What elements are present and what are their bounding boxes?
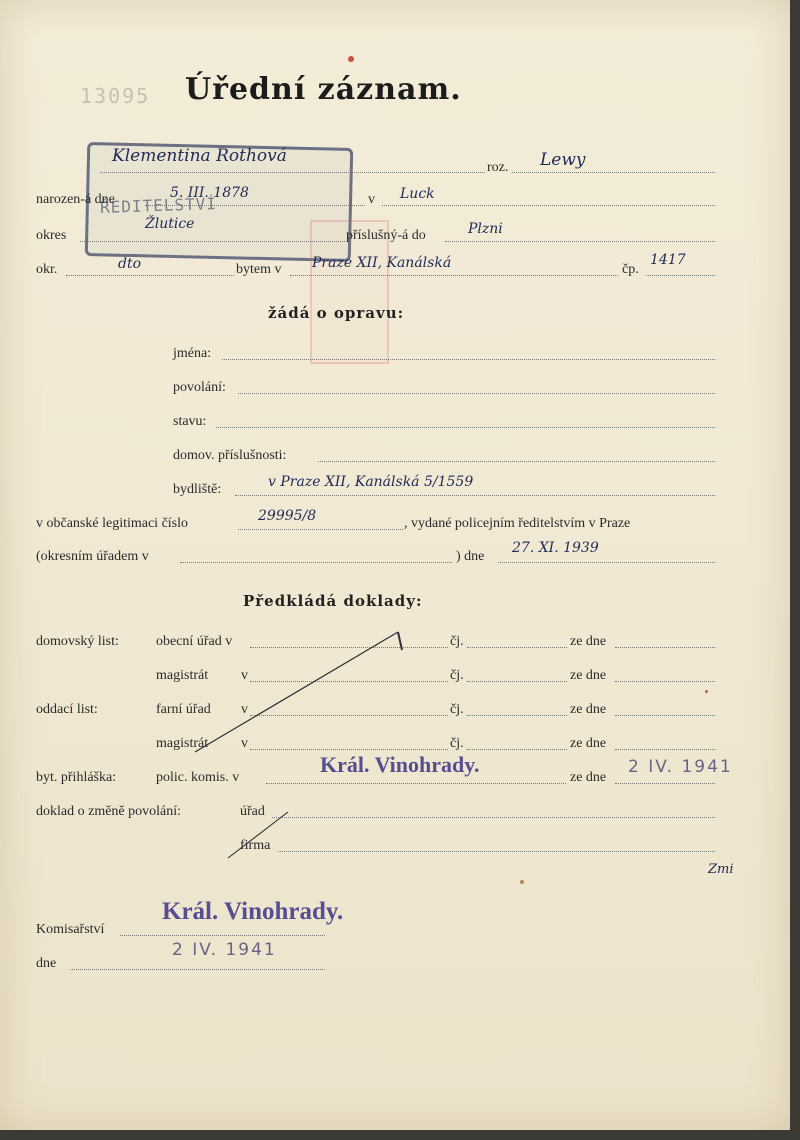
- scan-edge-right: [790, 0, 800, 1140]
- initials: Zmi: [708, 862, 734, 877]
- domicile-correction-label: domov. příslušnosti:: [173, 448, 287, 463]
- born-label: narozen-á dne: [36, 192, 115, 207]
- domicile-cert-label: domovský list:: [36, 634, 119, 649]
- police-commission-label: polic. komis. v: [156, 770, 240, 785]
- foxing-spot-2: [705, 690, 708, 693]
- residence-value: Praze XII, Kanálská: [312, 255, 452, 271]
- ref-label-3: čj.: [450, 702, 464, 717]
- residence-correction-value: v Praze XII, Kanálská 5/1559: [268, 474, 474, 490]
- police-stamp-text: ŘEDITELSTVÍ: [99, 193, 218, 218]
- marriage-cert-label: oddací list:: [36, 702, 98, 717]
- domicile-value: Plzni: [468, 221, 503, 237]
- magistrate-label-2: magistrát: [156, 736, 209, 751]
- correction-heading: žádá o opravu:: [268, 304, 405, 322]
- commissariat-stamp: Král. Vinohrady.: [162, 898, 344, 925]
- ref-label-1: čj.: [450, 634, 464, 649]
- date-label-1: ze dne: [570, 634, 607, 649]
- parish-office-label: farní úřad: [156, 702, 211, 717]
- birth-date-value: 5. III. 1878: [170, 185, 249, 201]
- date-label-final: dne: [36, 956, 57, 971]
- date-label-2: ze dne: [570, 668, 607, 683]
- place-label: v: [368, 192, 375, 207]
- documents-heading: Předkládá doklady:: [243, 592, 423, 610]
- residence-label: bytem v: [236, 262, 282, 277]
- birth-name-value: Lewy: [540, 150, 586, 170]
- ref-label-4: čj.: [450, 736, 464, 751]
- occupation-change-label: doklad o změně povolání:: [36, 804, 182, 819]
- id-card-label: v občanské legitimaci číslo: [36, 516, 189, 531]
- parish-v: v: [241, 702, 248, 717]
- issue-date-label: ) dne: [456, 549, 485, 564]
- ink-spot: [348, 56, 354, 62]
- occupation-label: povolání:: [173, 380, 226, 395]
- district-office-label: (okresním úřadem v: [36, 549, 149, 564]
- birth-place-value: Luck: [400, 186, 435, 202]
- registration-date-stamp: 2 IV. 1941: [628, 757, 733, 777]
- issued-by-text: , vydané policejním ředitelstvím v Praze: [404, 516, 631, 531]
- office-label: úřad: [240, 804, 265, 819]
- district-value: Žlutice: [145, 216, 195, 232]
- residence-correction-label: bydliště:: [173, 482, 222, 497]
- firm-label: firma: [240, 838, 271, 853]
- commissariat-label: Komisařství: [36, 922, 105, 937]
- magistrate-label-1: magistrát: [156, 668, 209, 683]
- commissariat-date-stamp: 2 IV. 1941: [172, 940, 277, 960]
- domicile-label: příslušný-á do: [346, 228, 426, 243]
- status-label: stavu:: [173, 414, 207, 429]
- okr-label: okr.: [36, 262, 58, 277]
- date-label-5: ze dne: [570, 770, 607, 785]
- magistrate-v-1: v: [241, 668, 248, 683]
- date-line-final: [70, 969, 325, 970]
- house-number-value: 1417: [650, 252, 686, 268]
- foxing-spot: [520, 880, 524, 884]
- vinohrady-stamp: Král. Vinohrady.: [320, 752, 480, 777]
- municipal-office-label: obecní úřad v: [156, 634, 233, 649]
- issue-date-value: 27. XI. 1939: [512, 540, 599, 556]
- faint-serial-number: 13095: [80, 84, 151, 108]
- id-card-number: 29995/8: [258, 508, 317, 524]
- residence-registration-label: byt. přihláška:: [36, 770, 117, 785]
- district-label: okres: [36, 228, 67, 243]
- okr-value: dto: [118, 256, 142, 272]
- name-value: Klementina Rothová: [112, 146, 287, 166]
- roz-label: roz.: [487, 160, 509, 175]
- magistrate-v-2: v: [241, 736, 248, 751]
- ref-label-2: čj.: [450, 668, 464, 683]
- commissariat-line: [120, 935, 325, 936]
- date-label-3: ze dne: [570, 702, 607, 717]
- house-number-label: čp.: [622, 262, 639, 277]
- scan-edge-bottom: [0, 1130, 800, 1140]
- date-label-4: ze dne: [570, 736, 607, 751]
- document-title: Úřední záznam.: [185, 72, 462, 107]
- names-label: jména:: [173, 346, 212, 361]
